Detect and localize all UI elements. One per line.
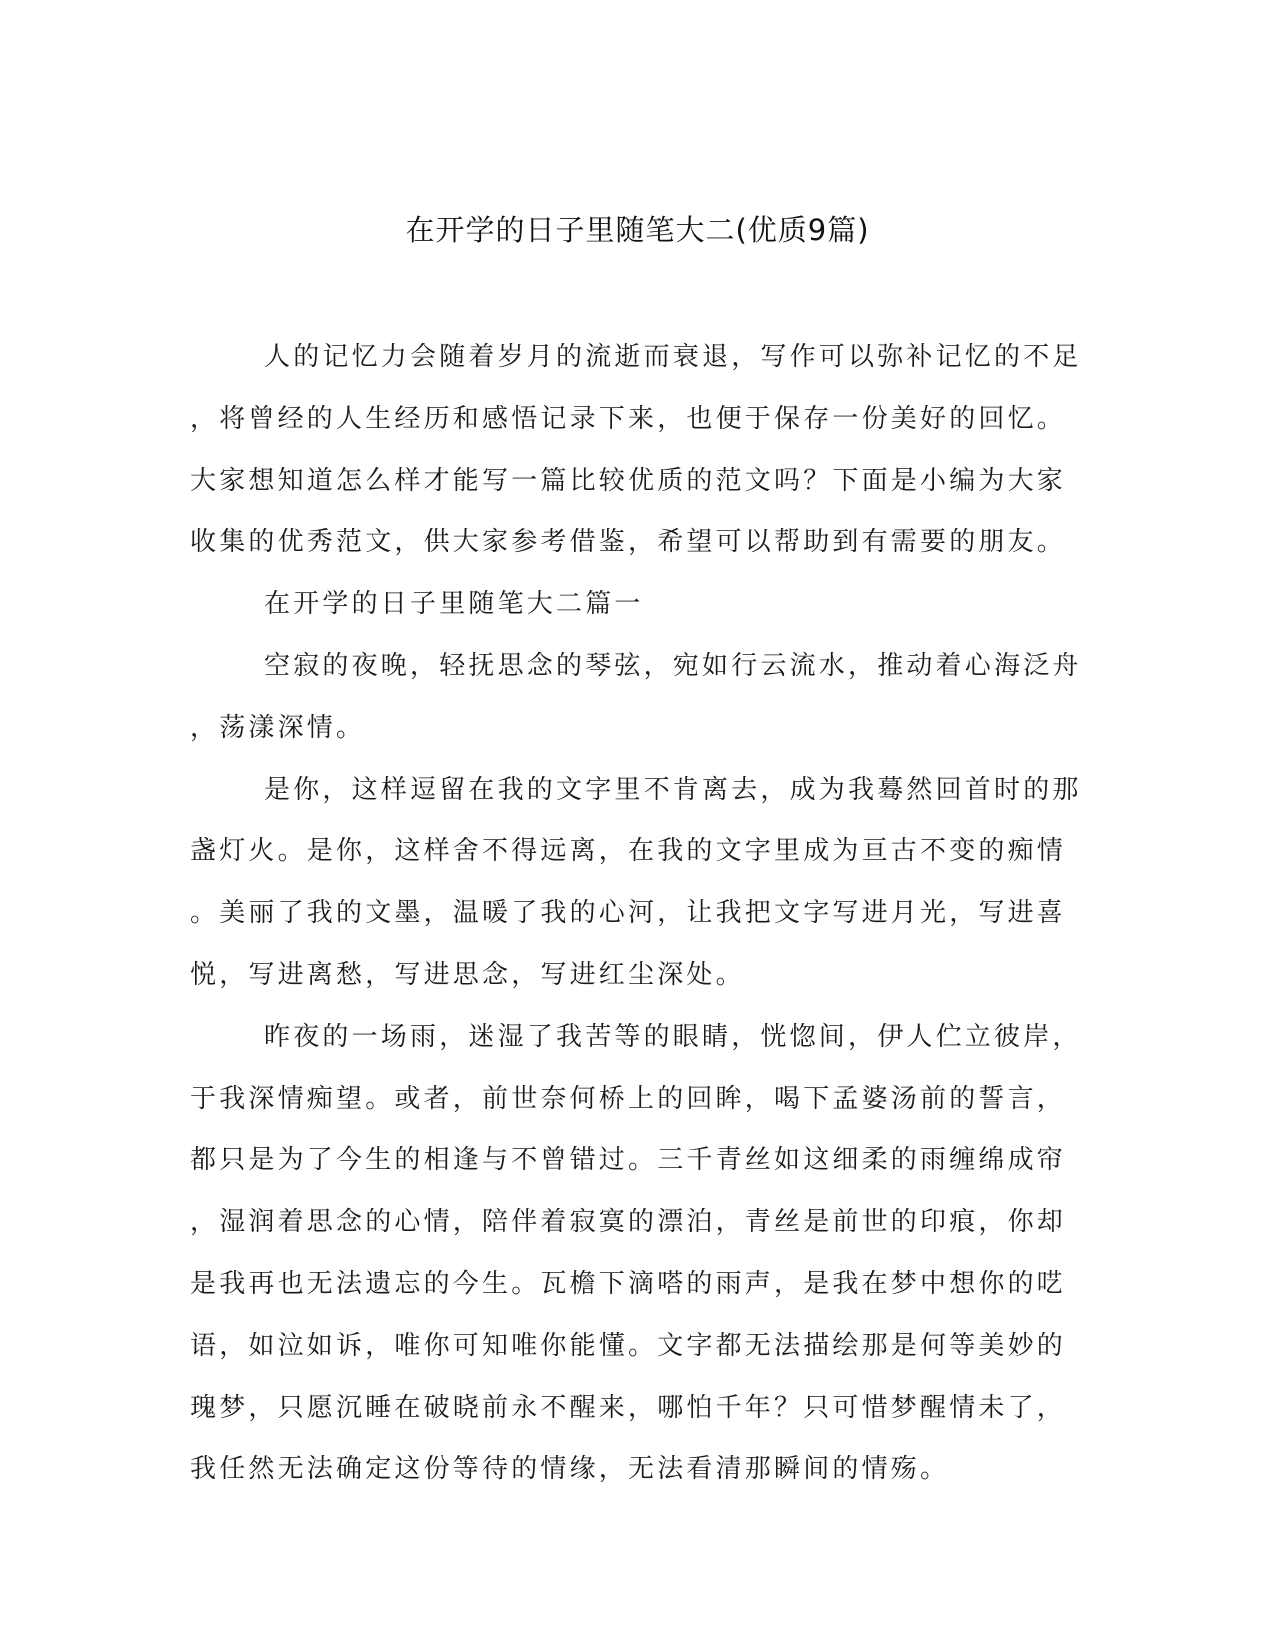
text-line: 。美丽了我的文墨，温暖了我的心河，让我把文字写进月光，写进喜: [190, 898, 1067, 929]
text-line: 都只是为了今生的相逢与不曾错过。三千青丝如这细柔的雨缠绵成帘: [190, 1145, 1067, 1176]
text-line: 大家想知道怎么样才能写一篇比较优质的范文吗？下面是小编为大家: [190, 465, 1067, 496]
text-line: 我任然无法确定这份等待的情缘，无法看清那瞬间的情殇。: [190, 1454, 950, 1485]
text-line: 于我深情痴望。或者，前世奈何桥上的回眸，喝下孟婆汤前的誓言，: [190, 1083, 1067, 1114]
text-line: 悦，写进离愁，写进思念，写进红尘深处。: [190, 959, 745, 990]
text-line: 语，如泣如诉，唯你可知唯你能懂。文字都无法描绘那是何等美妙的: [190, 1330, 1067, 1361]
document-title: 在开学的日子里随笔大二(优质9篇): [405, 213, 870, 247]
text-line: 空寂的夜晚，轻抚思念的琴弦，宛如行云流水，推动着心海泛舟: [264, 650, 1082, 681]
text-line: ，将曾经的人生经历和感悟记录下来，也便于保存一份美好的回忆。: [190, 403, 1067, 434]
text-line: ，荡漾深情。: [190, 712, 366, 743]
text-line: ，湿润着思念的心情，陪伴着寂寞的漂泊，青丝是前世的印痕，你却: [190, 1207, 1067, 1238]
text-line: 是你，这样逗留在我的文字里不肯离去，成为我蓦然回首时的那: [264, 774, 1082, 805]
text-line: 瑰梦，只愿沉睡在破晓前永不醒来，哪怕千年？只可惜梦醒情未了，: [190, 1392, 1067, 1423]
document-body: [190, 327, 1080, 1501]
text-line: 是我再也无法遗忘的今生。瓦檐下滴嗒的雨声，是我在梦中想你的呓: [190, 1268, 1067, 1299]
section-heading: 在开学的日子里随笔大二篇一: [264, 589, 644, 620]
text-line: 收集的优秀范文，供大家参考借鉴，希望可以帮助到有需要的朋友。: [190, 527, 1067, 558]
text-line: 昨夜的一场雨，迷湿了我苦等的眼睛，恍惚间，伊人伫立彼岸，: [264, 1021, 1082, 1052]
text-line: 盏灯火。是你，这样舍不得远离，在我的文字里成为亘古不变的痴情: [190, 836, 1067, 867]
text-line: 人的记忆力会随着岁月的流逝而衰退，写作可以弥补记忆的不足: [264, 342, 1082, 372]
